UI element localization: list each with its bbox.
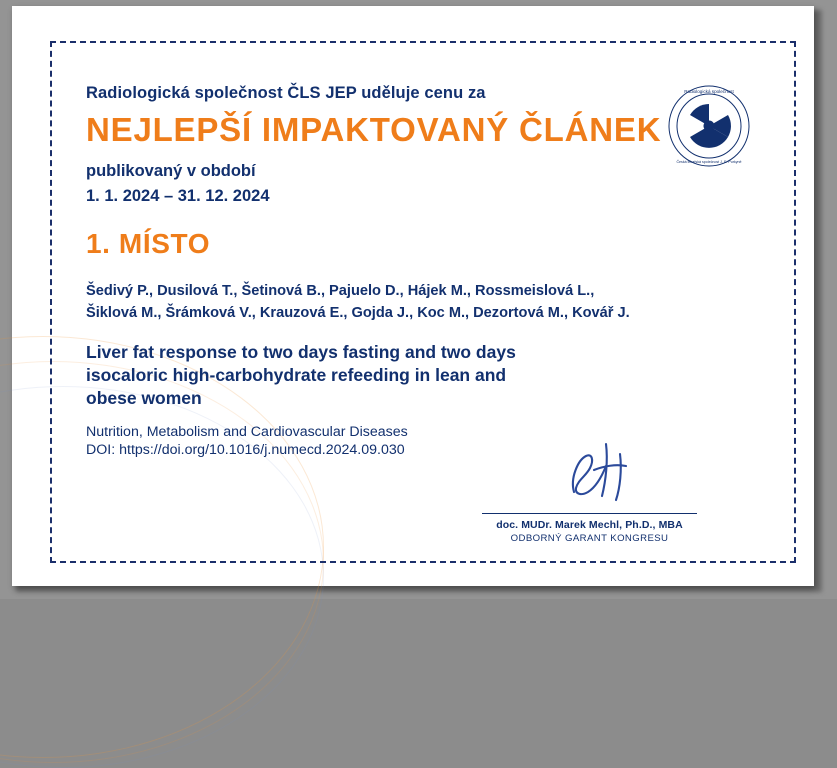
svg-text:Česká lékařská společnost J. E: Česká lékařská společnost J. E. Purkyně (676, 160, 742, 164)
article-title (86, 341, 746, 410)
period-label: publikovaný v období (86, 161, 256, 180)
award-title: NEJLEPŠÍ IMPAKTOVANÝ ČLÁNEK (86, 111, 662, 148)
period-value: 1. 1. 2024 – 31. 12. 2024 (86, 186, 270, 205)
signature-block (482, 436, 697, 544)
doi-text: DOI: https://doi.org/10.1016/j.numecd.2024.09.030 (86, 442, 405, 459)
svg-text:Radiologická společnost: Radiologická společnost (684, 89, 734, 94)
authors-line-1: Šedivý P., Dusilová T., Šetinová B., Pajuelo D., Hájek M., Rossmeislová L., (86, 282, 595, 299)
handwritten-signature (482, 436, 697, 508)
awarding-line: Radiologická společnost ČLS JEP uděluje cenu za (86, 84, 486, 102)
signature-name: doc. MUDr. Marek Mechl, Ph.D., MBA (496, 519, 683, 531)
place-label: 1. MÍSTO (86, 227, 211, 259)
article-title-line-3: obese women (86, 388, 202, 409)
journal-name: Nutrition, Metabolism and Cardiovascular Diseases (86, 424, 408, 441)
signature-role: ODBORNÝ GARANT KONGRESU (510, 533, 669, 544)
article-title-line-1: Liver fat response to two days fasting and two days (86, 341, 516, 362)
authors-line-2: Šiklová M., Šrámková V., Krauzová E., Gojda J., Koc M., Dezortová M., Kovář J. (86, 305, 630, 322)
certificate-page (12, 6, 814, 586)
article-title-line-2: isocaloric high-carbohydrate refeeding in lean and (86, 364, 507, 385)
authors-list (86, 280, 746, 325)
signature-rule (482, 513, 697, 514)
certificate-content (86, 84, 746, 458)
